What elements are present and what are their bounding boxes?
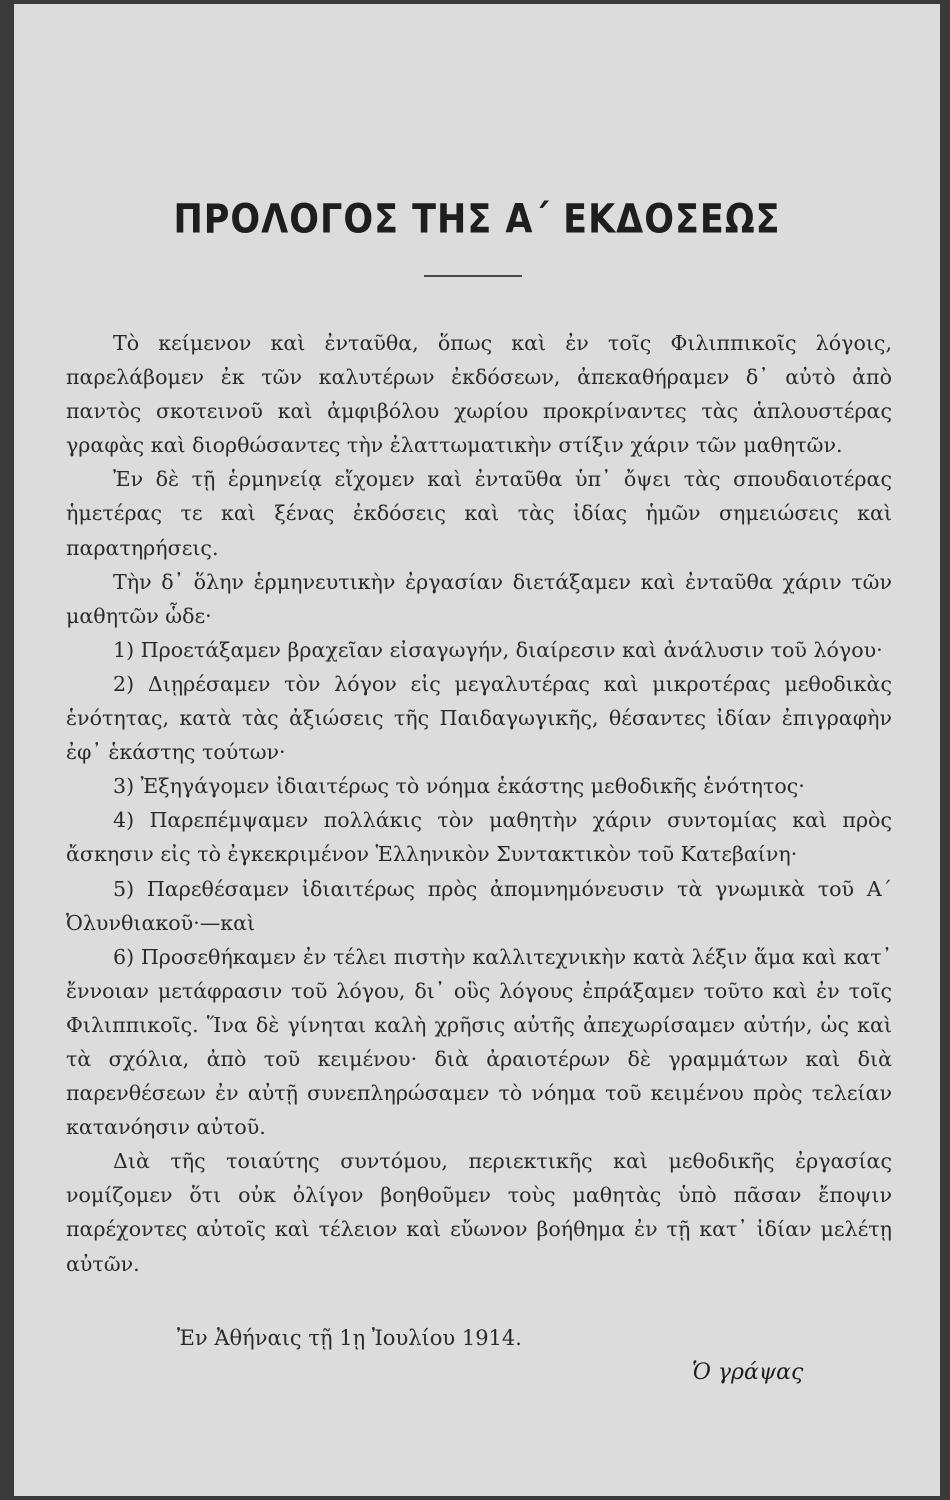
list-item: 2) Διῃρέσαμεν τὸν λόγον εἰς μεγαλυτέρας καὶ μικροτέρας μεθοδικὰς ἑνότητας, κατὰ τὰς ἀξιώσεις τῆς Παιδαγωγικῆς, θέσαντες ἰδίαν ἐπιγραφὴν ἐφ᾽ ἑκάστης τούτων· xyxy=(66,671,892,765)
paragraph: Ἐν δὲ τῇ ἑρμηνείᾳ εἴχομεν καὶ ἐνταῦθα ὑπ᾽ ὄψει τὰς σπουδαιοτέρας ἡμετέρας τε καὶ ξένας ἐκδόσεις καὶ τὰς ἰδίας ἡμῶν σημειώσεις καὶ παρατηρήσεις. xyxy=(66,467,892,560)
paragraph: Τὴν δ᾽ ὅλην ἑρμηνευτικὴν ἐργασίαν διετάξαμεν καὶ ἐνταῦθα χάριν τῶν μαθητῶν ὧδε· xyxy=(66,569,892,628)
signature: Ὁ γράψας xyxy=(692,1360,804,1385)
list-item: 6) Προσεθήκαμεν ἐν τέλει πιστὴν καλλιτεχνικὴν κατὰ λέξιν ἅμα καὶ κατ᾽ ἔννοιαν μετάφρασιν τοῦ λόγου, δι᾽ οὓς λόγους ἐπράξαμεν τοῦτο καὶ ἐν τοῖς Φιλιππικοῖς. Ἵνα δὲ γίνηται καλὴ χρῆσις αὐτῆς ἀπεχωρίσαμεν αὐτήν, ὡς καὶ τὰ σχόλια, ἀπὸ τοῦ κειμένου· διὰ ἀραιοτέρων δὲ γραμμάτων καὶ διὰ παρενθέσεων ἐν αὐτῇ συνεπληρώσαμεν τὸ νόημα τοῦ κειμένου πρὸς τελείαν κατανόησιν αὐτοῦ. xyxy=(66,944,892,1140)
body-text xyxy=(66,326,892,1281)
paragraph: Τὸ κείμενον καὶ ἐνταῦθα, ὅπως καὶ ἐν τοῖς Φιλιππικοῖς λόγοις, παρελάβομεν ἐκ τῶν καλυτέρων ἐκδόσεων, ἀπεκαθήραμεν δ᾽ αὐτὸ ἀπὸ παντὸς σκοτεινοῦ καὶ ἀμφιβόλου χωρίου προκρίναντες τὰς ἁπλουστέρας γραφὰς καὶ διορθώσαντες τὴν ἐλαττωματικὴν στίξιν χάριν τῶν μαθητῶν. xyxy=(66,331,892,458)
document-page xyxy=(14,4,940,1496)
list-item: 4) Παρεπέμψαμεν πολλάκις τὸν μαθητὴν χάριν συντομίας καὶ πρὸς ἄσκησιν εἰς τὸ ἐγκεκριμένον Ἑλληνικὸν Συντακτικὸν τοῦ Κατεβαίνη· xyxy=(66,808,892,867)
page-title: ΠΡΟΛΟΓΟΣ ΤΗΣ Α΄ ΕΚΔΟΣΕΩΣ xyxy=(173,197,781,243)
title-divider xyxy=(424,275,522,277)
list-item: 5) Παρεθέσαμεν ἰδιαιτέρως πρὸς ἀπομνημόνευσιν τὰ γνωμικὰ τοῦ Α΄ Ὀλυνθιακοῦ·—καὶ xyxy=(66,876,892,935)
list-item: 1) Προετάξαμεν βραχεῖαν εἰσαγωγήν, διαίρεσιν καὶ ἀνάλυσιν τοῦ λόγου· xyxy=(113,637,883,662)
dateline: Ἐν Ἀθήναις τῇ 1ῃ Ἰουλίου 1914. xyxy=(177,1326,522,1350)
list-item: 3) Ἐξηγάγομεν ἰδιαιτέρως τὸ νόημα ἑκάστης μεθοδικῆς ἑνότητος· xyxy=(113,774,805,799)
paragraph: Διὰ τῆς τοιαύτης συντόμου, περιεκτικῆς καὶ μεθοδικῆς ἐργασίας νομίζομεν ὅτι οὐκ ὀλίγον βοηθοῦμεν τοὺς μαθητὰς ὑπὸ πᾶσαν ἔποψιν παρέχοντες αὐτοῖς καὶ τέλειον καὶ εὔωνον βοήθημα ἐν τῇ κατ᾽ ἰδίαν μελέτῃ αὐτῶν. xyxy=(66,1149,892,1276)
